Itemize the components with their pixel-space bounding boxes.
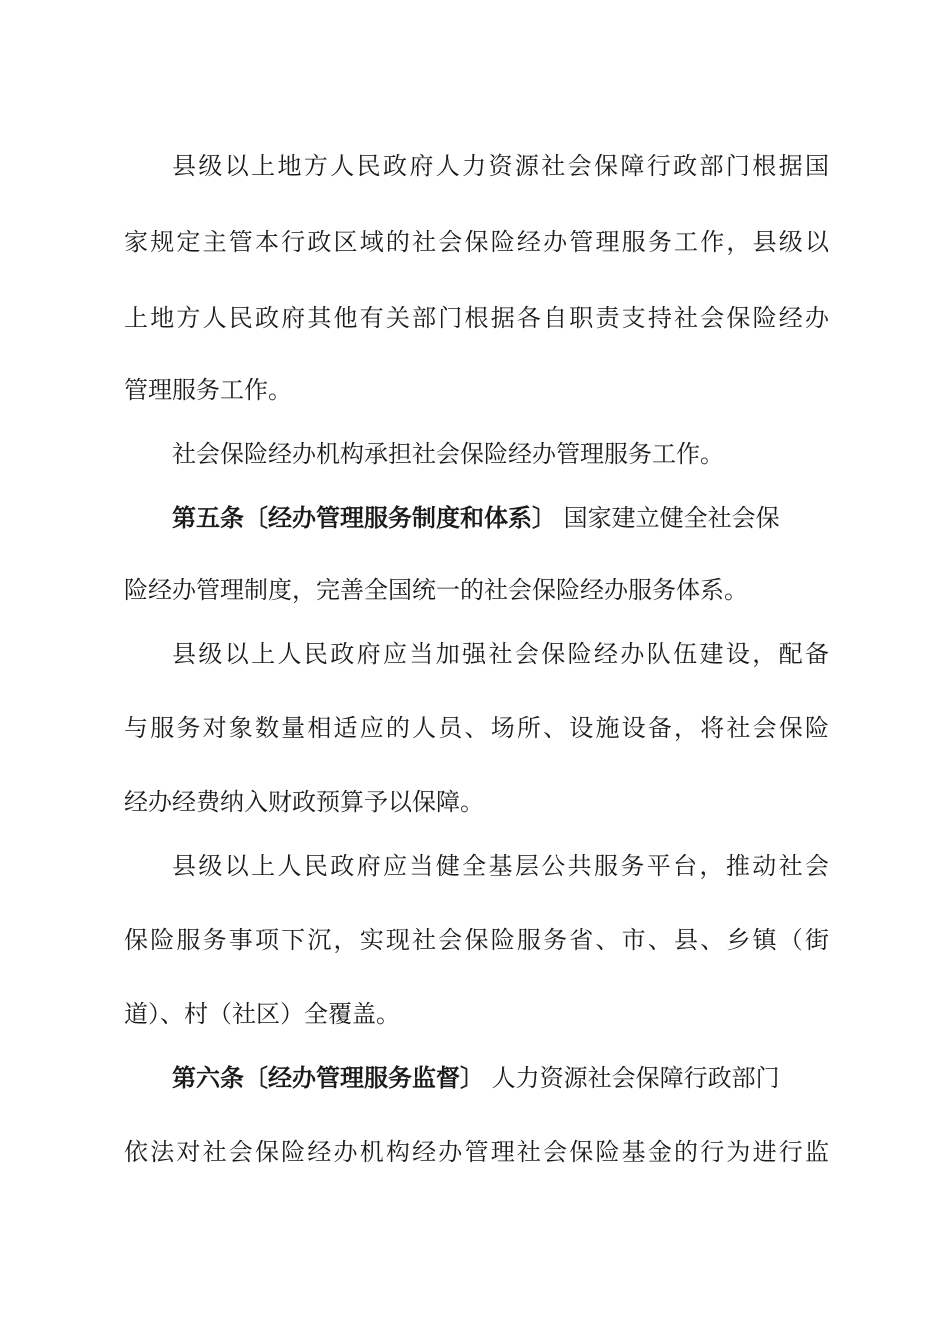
text-line: 县级以上地方人民政府人力资源社会保障行政部门根据国: [172, 152, 829, 180]
article-6-line: [172, 1058, 829, 1098]
text-line: 与服务对象数量相适应的人员、场所、设施设备，将社会保险: [124, 714, 829, 742]
text-line: 上地方人民政府其他有关部门根据各自职责支持社会保险经办: [124, 304, 829, 332]
text-line: 道）、村（社区）全覆盖。: [124, 1000, 400, 1028]
text-line: 依法对社会保险经办机构经办管理社会保险基金的行为进行监: [124, 1138, 829, 1166]
text-line: 经办经费纳入财政预算予以保障。: [124, 788, 484, 816]
text-line: 社会保险经办机构承担社会保险经办管理服务工作。: [172, 440, 724, 468]
article-heading: 第五条〔经办管理服务制度和体系〕: [172, 504, 556, 532]
text-line: 保险服务事项下沉，实现社会保险服务省、市、县、乡镇（街: [124, 926, 829, 954]
article-text: 人力资源社会保障行政部门: [484, 1064, 780, 1092]
text-line: 家规定主管本行政区域的社会保险经办管理服务工作，县级以: [124, 228, 829, 256]
article-heading: 第六条〔经办管理服务监督〕: [172, 1064, 484, 1092]
text-line: 县级以上人民政府应当加强社会保险经办队伍建设，配备: [172, 640, 829, 668]
text-line: 险经办管理制度，完善全国统一的社会保险经办服务体系。: [124, 576, 748, 604]
article-text: 国家建立健全社会保: [556, 504, 780, 532]
text-line: 管理服务工作。: [124, 376, 292, 404]
text-line: 县级以上人民政府应当健全基层公共服务平台，推动社会: [172, 852, 829, 880]
article-5-line: [172, 498, 829, 538]
